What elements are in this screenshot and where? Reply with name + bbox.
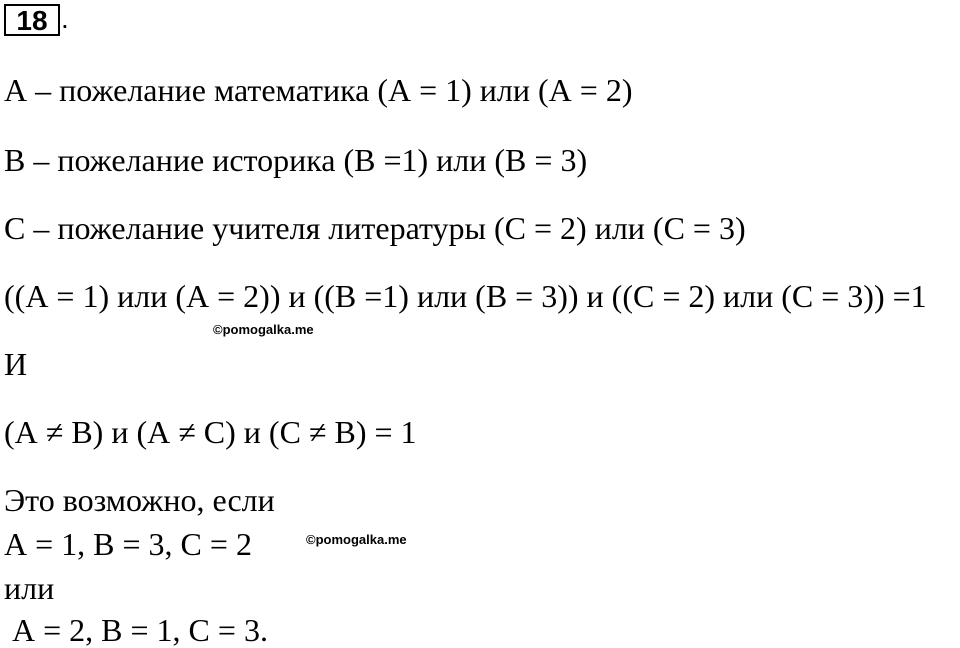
line-solution-1: А = 1, В = 3, С = 2 [4, 526, 252, 562]
problem-number-dot: . [61, 3, 69, 34]
line-inequality-expression: (А ≠ В) и (А ≠ С) и (С ≠ В) = 1 [4, 414, 417, 450]
watermark-bottom: ©pomogalka.me [306, 532, 407, 547]
problem-number: 18 [4, 4, 60, 36]
line-or: или [4, 570, 55, 606]
line-and: И [4, 346, 28, 382]
line-condition-a: А – пожелание математика (А = 1) или (А = 2) [4, 72, 633, 108]
watermark-top: ©pomogalka.me [213, 322, 314, 337]
line-condition-c: С – пожелание учителя литературы (С = 2) или (С = 3) [4, 210, 746, 246]
line-condition-b: В – пожелание историка (В =1) или (В = 3) [4, 142, 588, 178]
line-possible-if: Это возможно, если [4, 482, 275, 518]
line-combined-expression: ((А = 1) или (А = 2)) и ((В =1) или (В = 3)) и ((С = 2) или (С = 3)) =1 [4, 278, 927, 314]
line-solution-2: А = 2, В = 1, С = 3. [4, 612, 268, 648]
